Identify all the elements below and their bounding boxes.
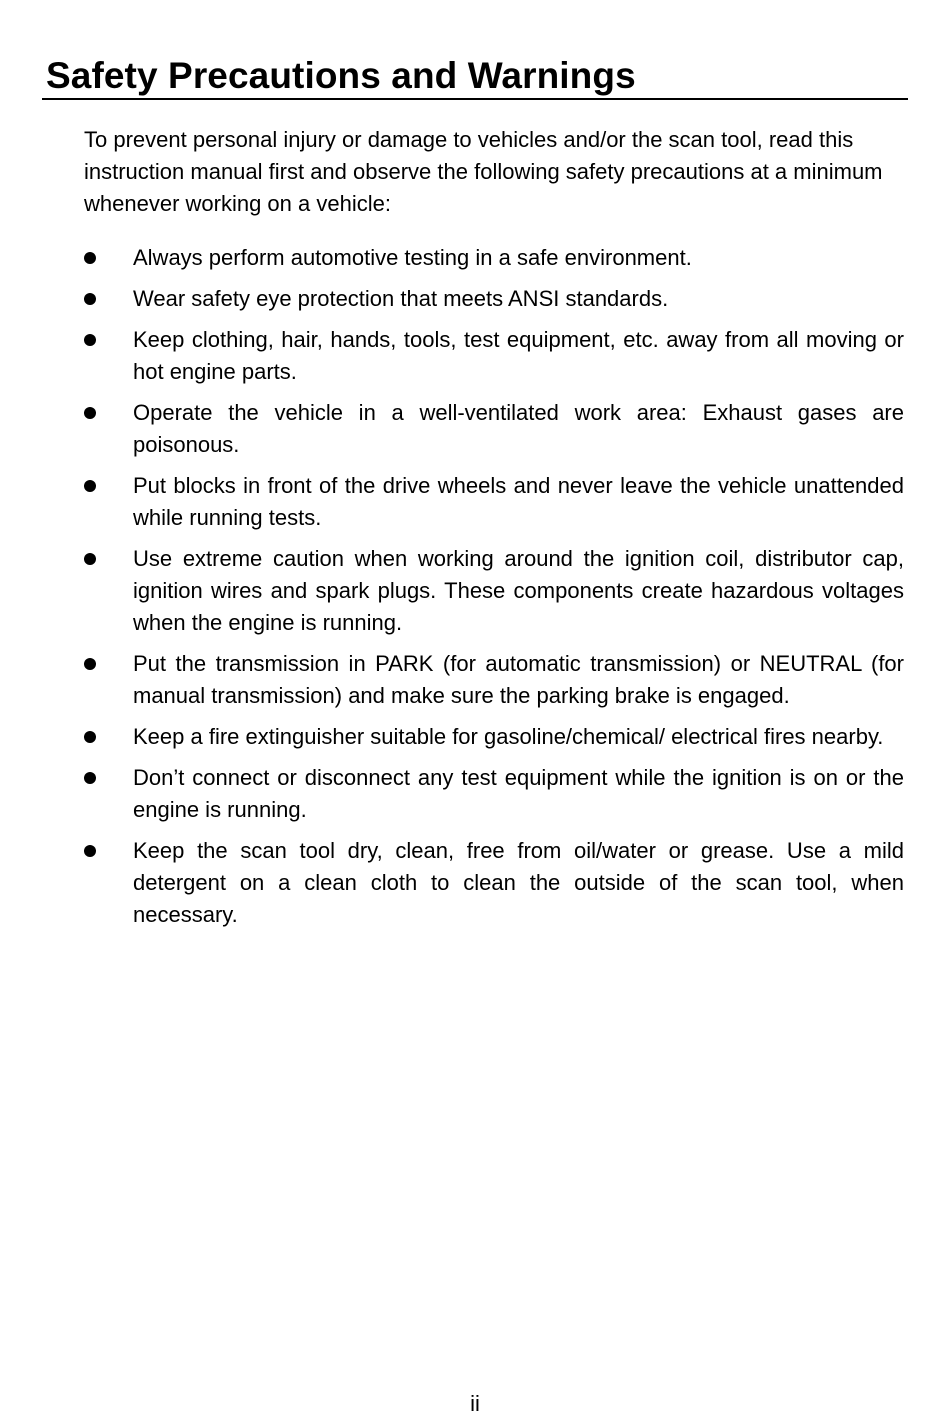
bullet-icon [84, 480, 96, 492]
title-underline [42, 98, 908, 100]
page-title: Safety Precautions and Warnings [46, 55, 636, 96]
list-item-text: Keep clothing, hair, hands, tools, test equipment, etc. away from all moving or hot engine parts. [133, 327, 904, 384]
list-item [84, 397, 904, 461]
bullet-icon [84, 772, 96, 784]
list-item-text: Keep the scan tool dry, clean, free from oil/water or grease. Use a mild detergent on a clean cloth to clean the outside of the scan tool, when necessary. [133, 838, 904, 927]
bullet-icon [84, 334, 96, 346]
list-item-text: Keep a fire extinguisher suitable for gasoline/chemical/ electrical fires nearby. [133, 724, 884, 749]
list-item-text: Operate the vehicle in a well-ventilated work area: Exhaust gases are poisonous. [133, 400, 904, 457]
list-item-text: Put blocks in front of the drive wheels and never leave the vehicle unattended while running tests. [133, 473, 904, 530]
list-item-text: Don’t connect or disconnect any test equipment while the ignition is on or the engine is running. [133, 765, 904, 822]
bullet-icon [84, 407, 96, 419]
list-item [84, 470, 904, 534]
list-item [84, 543, 904, 639]
list-item [84, 835, 904, 931]
list-item [84, 242, 904, 274]
list-item-text: Wear safety eye protection that meets ANSI standards. [133, 286, 669, 311]
bullet-icon [84, 293, 96, 305]
list-item [84, 283, 904, 315]
list-item-text: Put the transmission in PARK (for automatic transmission) or NEUTRAL (for manual transmission) and make sure the parking brake is engaged. [133, 651, 904, 708]
bullet-icon [84, 553, 96, 565]
bullet-icon [84, 845, 96, 857]
page-number: ii [470, 1391, 480, 1416]
list-item [84, 721, 904, 753]
bullet-icon [84, 658, 96, 670]
list-item-text: Always perform automotive testing in a safe environment. [133, 245, 692, 270]
bullet-icon [84, 731, 96, 743]
list-item [84, 762, 904, 826]
intro-paragraph: To prevent personal injury or damage to vehicles and/or the scan tool, read this instruction manual first and observe the following safety precautions at a minimum whenever working on a vehicle: [84, 127, 883, 216]
list-item [84, 648, 904, 712]
safety-precautions-list [84, 242, 904, 940]
list-item [84, 324, 904, 388]
bullet-icon [84, 252, 96, 264]
list-item-text: Use extreme caution when working around the ignition coil, distributor cap, ignition wires and spark plugs. These components create hazardous voltages when the engine is running. [133, 546, 904, 635]
